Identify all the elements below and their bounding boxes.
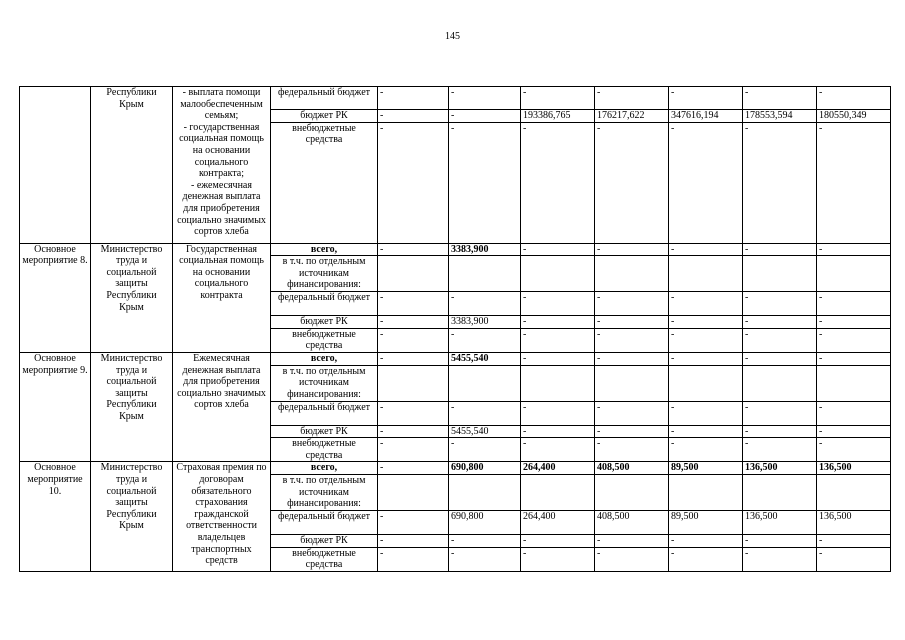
amount-cell xyxy=(817,365,891,401)
description-cell: Страховая премия по договорам обязательного страхования гражданской ответственности владельцев транспортных средств xyxy=(173,462,271,571)
amount-cell: - xyxy=(743,316,817,329)
amount-cell: - xyxy=(743,122,817,243)
amount-cell: - xyxy=(449,401,521,425)
amount-cell: - xyxy=(817,425,891,438)
funding-source-cell: бюджет РК xyxy=(271,110,378,123)
table-row xyxy=(20,243,891,256)
event-cell: Основное мероприятие 10. xyxy=(20,462,91,571)
amount-cell: - xyxy=(595,292,669,316)
funding-source-cell: федеральный бюджет xyxy=(271,401,378,425)
amount-cell: - xyxy=(817,122,891,243)
amount-cell: - xyxy=(669,438,743,462)
amount-cell: - xyxy=(521,438,595,462)
amount-cell: 89,500 xyxy=(669,510,743,534)
amount-cell: - xyxy=(521,425,595,438)
amount-cell: - xyxy=(378,401,449,425)
amount-cell: - xyxy=(669,352,743,365)
amount-cell: - xyxy=(817,547,891,571)
amount-cell: - xyxy=(595,122,669,243)
description-cell: Ежемесячная денежная выплата для приобретения социально значимых сортов хлеба xyxy=(173,352,271,461)
amount-cell: - xyxy=(521,352,595,365)
amount-cell: - xyxy=(743,425,817,438)
amount-cell: 176217,622 xyxy=(595,110,669,123)
amount-cell: - xyxy=(669,122,743,243)
amount-cell: - xyxy=(449,122,521,243)
amount-cell: - xyxy=(743,401,817,425)
amount-cell: - xyxy=(449,328,521,352)
amount-cell: - xyxy=(817,316,891,329)
amount-cell: 180550,349 xyxy=(817,110,891,123)
amount-cell: - xyxy=(743,87,817,110)
funding-source-cell: в т.ч. по отдельным источникам финансирования: xyxy=(271,256,378,292)
amount-cell: - xyxy=(669,328,743,352)
budget-table xyxy=(19,86,891,572)
executor-cell: Министерство труда и социальной защиты Республики Крым xyxy=(91,243,173,352)
amount-cell: - xyxy=(521,534,595,547)
amount-cell: - xyxy=(669,425,743,438)
amount-cell xyxy=(449,474,521,510)
funding-source-cell: федеральный бюджет xyxy=(271,292,378,316)
amount-cell: - xyxy=(595,401,669,425)
amount-cell: 690,800 xyxy=(449,462,521,475)
amount-cell: - xyxy=(521,87,595,110)
amount-cell: - xyxy=(669,547,743,571)
amount-cell: 408,500 xyxy=(595,510,669,534)
amount-cell: - xyxy=(378,462,449,475)
description-cell: Государственная социальная помощь на основании социального контракта xyxy=(173,243,271,352)
funding-source-cell: всего, xyxy=(271,243,378,256)
amount-cell: - xyxy=(595,534,669,547)
amount-cell: - xyxy=(817,352,891,365)
event-cell: Основное мероприятие 9. xyxy=(20,352,91,461)
amount-cell xyxy=(449,256,521,292)
amount-cell: 178553,594 xyxy=(743,110,817,123)
amount-cell: 136,500 xyxy=(817,510,891,534)
amount-cell: - xyxy=(817,534,891,547)
amount-cell: 264,400 xyxy=(521,462,595,475)
amount-cell: - xyxy=(743,547,817,571)
amount-cell: 136,500 xyxy=(817,462,891,475)
amount-cell: - xyxy=(449,110,521,123)
amount-cell: - xyxy=(521,316,595,329)
table-row xyxy=(20,87,891,110)
amount-cell xyxy=(378,474,449,510)
amount-cell: - xyxy=(378,87,449,110)
amount-cell: - xyxy=(595,425,669,438)
amount-cell: 690,800 xyxy=(449,510,521,534)
funding-source-cell: бюджет РК xyxy=(271,534,378,547)
amount-cell: - xyxy=(378,438,449,462)
amount-cell: - xyxy=(449,438,521,462)
amount-cell: 264,400 xyxy=(521,510,595,534)
amount-cell xyxy=(521,365,595,401)
amount-cell: - xyxy=(669,401,743,425)
amount-cell: - xyxy=(449,87,521,110)
amount-cell: - xyxy=(378,547,449,571)
amount-cell: 193386,765 xyxy=(521,110,595,123)
executor-cell: Министерство труда и социальной защиты Республики Крым xyxy=(91,462,173,571)
amount-cell: - xyxy=(378,425,449,438)
amount-cell: - xyxy=(669,243,743,256)
amount-cell: - xyxy=(378,122,449,243)
amount-cell xyxy=(669,256,743,292)
amount-cell: - xyxy=(595,352,669,365)
amount-cell: - xyxy=(521,547,595,571)
amount-cell: - xyxy=(817,243,891,256)
amount-cell: - xyxy=(521,122,595,243)
funding-source-cell: внебюджетные средства xyxy=(271,547,378,571)
amount-cell xyxy=(669,365,743,401)
funding-source-cell: федеральный бюджет xyxy=(271,510,378,534)
amount-cell: - xyxy=(743,352,817,365)
funding-source-cell: в т.ч. по отдельным источникам финансирования: xyxy=(271,365,378,401)
amount-cell xyxy=(378,256,449,292)
amount-cell: - xyxy=(378,316,449,329)
table-row xyxy=(20,352,891,365)
amount-cell xyxy=(378,365,449,401)
description-cell: - выплата помощи малообеспеченным семьям; - государственная социальная помощь на основании социального контракта; - ежемесячная денежная выплата для приобретения социально значимых сортов хлеба xyxy=(173,87,271,244)
amount-cell: - xyxy=(817,292,891,316)
amount-cell: - xyxy=(378,110,449,123)
funding-source-cell: внебюджетные средства xyxy=(271,328,378,352)
amount-cell: - xyxy=(521,243,595,256)
funding-source-cell: всего, xyxy=(271,462,378,475)
event-cell: Основное мероприятие 8. xyxy=(20,243,91,352)
amount-cell xyxy=(743,365,817,401)
amount-cell: 347616,194 xyxy=(669,110,743,123)
amount-cell: - xyxy=(378,534,449,547)
amount-cell: - xyxy=(817,328,891,352)
funding-source-cell: всего, xyxy=(271,352,378,365)
executor-cell: Министерство труда и социальной защиты Республики Крым xyxy=(91,352,173,461)
amount-cell: - xyxy=(817,401,891,425)
amount-cell: - xyxy=(743,438,817,462)
amount-cell: - xyxy=(378,328,449,352)
funding-source-cell: в т.ч. по отдельным источникам финансирования: xyxy=(271,474,378,510)
amount-cell: - xyxy=(817,438,891,462)
amount-cell: - xyxy=(521,401,595,425)
amount-cell xyxy=(817,474,891,510)
amount-cell: - xyxy=(669,316,743,329)
amount-cell: 5455,540 xyxy=(449,352,521,365)
amount-cell: - xyxy=(595,328,669,352)
amount-cell: 3383,900 xyxy=(449,243,521,256)
amount-cell: - xyxy=(743,534,817,547)
amount-cell: 136,500 xyxy=(743,462,817,475)
amount-cell: - xyxy=(743,243,817,256)
amount-cell xyxy=(521,256,595,292)
amount-cell: - xyxy=(521,292,595,316)
amount-cell: - xyxy=(669,292,743,316)
amount-cell xyxy=(669,474,743,510)
amount-cell xyxy=(817,256,891,292)
amount-cell: - xyxy=(378,292,449,316)
amount-cell xyxy=(595,365,669,401)
amount-cell: - xyxy=(743,328,817,352)
amount-cell xyxy=(449,365,521,401)
amount-cell: - xyxy=(378,243,449,256)
amount-cell: - xyxy=(449,547,521,571)
amount-cell: - xyxy=(378,510,449,534)
amount-cell: - xyxy=(595,438,669,462)
amount-cell: 3383,900 xyxy=(449,316,521,329)
table-body xyxy=(20,87,891,572)
funding-source-cell: внебюджетные средства xyxy=(271,122,378,243)
funding-source-cell: бюджет РК xyxy=(271,425,378,438)
amount-cell: - xyxy=(669,534,743,547)
amount-cell: - xyxy=(378,352,449,365)
amount-cell: - xyxy=(743,292,817,316)
amount-cell: - xyxy=(449,292,521,316)
amount-cell: - xyxy=(595,87,669,110)
amount-cell xyxy=(595,474,669,510)
amount-cell: - xyxy=(521,328,595,352)
page-number: 145 xyxy=(445,31,460,42)
amount-cell: 89,500 xyxy=(669,462,743,475)
amount-cell: - xyxy=(669,87,743,110)
table-row xyxy=(20,462,891,475)
amount-cell: 408,500 xyxy=(595,462,669,475)
funding-source-cell: внебюджетные средства xyxy=(271,438,378,462)
funding-source-cell: бюджет РК xyxy=(271,316,378,329)
amount-cell: 5455,540 xyxy=(449,425,521,438)
funding-source-cell: федеральный бюджет xyxy=(271,87,378,110)
amount-cell: - xyxy=(595,316,669,329)
amount-cell: - xyxy=(595,243,669,256)
amount-cell: 136,500 xyxy=(743,510,817,534)
executor-cell: Республики Крым xyxy=(91,87,173,244)
amount-cell: - xyxy=(595,547,669,571)
amount-cell: - xyxy=(817,87,891,110)
event-cell xyxy=(20,87,91,244)
amount-cell xyxy=(521,474,595,510)
amount-cell: - xyxy=(449,534,521,547)
amount-cell xyxy=(743,256,817,292)
amount-cell xyxy=(595,256,669,292)
amount-cell xyxy=(743,474,817,510)
